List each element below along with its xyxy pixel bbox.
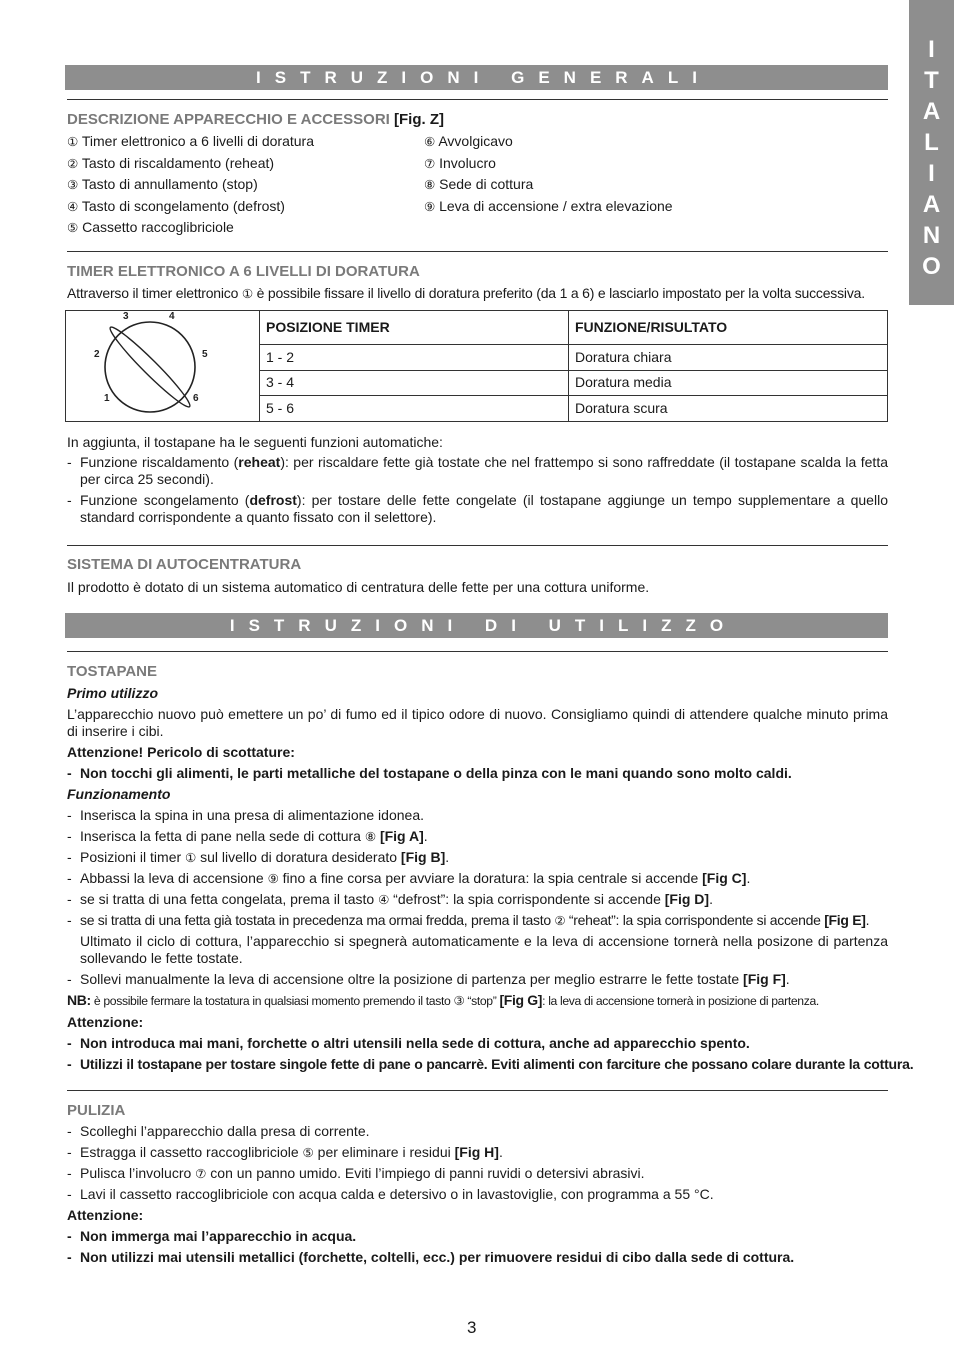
language-letter: L <box>924 129 939 156</box>
list-item: ② Tasto di riscaldamento (reheat) <box>67 154 275 171</box>
language-tab <box>909 0 954 305</box>
list-item: - Abbassi la leva di accensione ⑨ fino a fine corsa per avviare la doratura: la spia centrale si accende [Fig C]. <box>67 870 888 887</box>
list-item: - Lavi il cassetto raccoglibriciole con acqua calda e detersivo o in lavastoviglie, con programma a 55 °C. <box>67 1186 888 1203</box>
list-item: - se si tratta di una fetta congelata, prema il tasto ④ “defrost”: la spia corrispondente si accende [Fig D]. <box>67 891 888 908</box>
list-item: - Pulisca l’involucro ⑦ con un panno umido. Eviti l’impiego di panni ruvidi o detersivi abrasivi. <box>67 1165 888 1182</box>
dial-label: 3 <box>123 311 129 322</box>
list-item: ⑧ Sede di cottura <box>424 176 534 192</box>
table-cell: Doratura media <box>569 370 888 396</box>
parts-list-right <box>424 133 673 219</box>
divider <box>67 545 888 546</box>
toaster-instructions <box>67 685 914 1073</box>
table-cell: 1 - 2 <box>260 345 569 371</box>
parts-list-left <box>67 133 314 241</box>
list-item: ⑨ Leva di accensione / extra elevazione <box>424 197 673 214</box>
dial-label: 1 <box>104 393 110 404</box>
warning-title: Attenzione! Pericolo di scottature: <box>67 744 295 760</box>
dial-label: 5 <box>202 349 208 360</box>
list-item: - Sollevi manualmente la leva di accensione oltre la posizione di partenza per meglio estrarre le fette tostate [Fig F]. <box>67 971 888 988</box>
list-item: - Estragga il cassetto raccoglibriciole ⑤ per eliminare i residui [Fig H]. <box>67 1144 888 1161</box>
attention-item: - Non introduca mai mani, forchette o altri utensili nella sede di cottura, anche ad apparecchio spento. <box>67 1035 888 1052</box>
language-letter: N <box>922 222 941 249</box>
note: NB: è possibile fermare la tostatura in qualsiasi momento premendo il tasto ③ “stop” [Fig G]: la leva di accensione tornerà in posizione di partenza. <box>67 992 819 1008</box>
attention-item: - Non immerga mai l’apparecchio in acqua. <box>67 1228 888 1245</box>
language-letter: I <box>928 36 935 63</box>
dial-label: 2 <box>94 349 100 360</box>
list-item: ⑦ Involucro <box>424 154 496 171</box>
dial-icon <box>66 311 259 421</box>
language-letter: A <box>922 191 941 218</box>
cleaning-heading: PULIZIA <box>67 1102 126 1119</box>
list-item: - Funzione riscaldamento (reheat): per riscaldare fette già tostate che nel frattempo si sono raffreddate (il tostapane scalda la fetta per circa 25 secondi). <box>67 454 888 488</box>
list-item: ④ Tasto di scongelamento (defrost) <box>67 197 285 214</box>
warning-text: - Non tocchi gli alimenti, le parti metalliche del tostapane o della pinza con le mani quando sono molto caldi. <box>67 765 888 782</box>
divider <box>67 651 888 652</box>
auto-functions <box>67 434 888 526</box>
list-item: - se si tratta di una fetta già tostata in precedenza ma ormai fredda, prema il tasto ② “reheat”: la spia corrispondente si accende [Fig E]. <box>67 912 888 929</box>
list-item: ⑥ Avvolgicavo <box>424 133 513 149</box>
attention-item: - Utilizzi il tostapane per tostare singole fette di pane o pancarrè. Eviti alimenti con farciture che possano colare durante la cottura. <box>67 1056 888 1073</box>
timer-heading: TIMER ELETTRONICO A 6 LIVELLI DI DORATURA <box>67 263 420 280</box>
list-item: - Posizioni il timer ① sul livello di doratura desiderato [Fig B]. <box>67 849 888 866</box>
fig-reference: [Fig. Z] <box>394 111 444 128</box>
divider <box>67 99 888 100</box>
autocenter-text: Il prodotto è dotato di un sistema automatico di centratura delle fette per una cottura uniforme. <box>67 579 650 595</box>
section-banner-general: ISTRUZIONI GENERALI <box>65 65 888 90</box>
list-item: ① Timer elettronico a 6 livelli di doratura <box>67 133 314 149</box>
table-cell: Doratura chiara <box>569 345 888 371</box>
list-item: ⑤ Cassetto raccoglibriciole <box>67 219 234 235</box>
timer-dial-figure <box>66 311 260 422</box>
list-item: - Inserisca la spina in una presa di alimentazione idonea. <box>67 807 888 824</box>
subheading-operation: Funzionamento <box>67 786 171 802</box>
language-letter: I <box>928 160 935 187</box>
auto-intro: In aggiunta, il tostapane ha le seguenti funzioni automatiche: <box>67 434 443 450</box>
table-header: POSIZIONE TIMER <box>260 311 569 345</box>
description-heading: DESCRIZIONE APPARECCHIO E ACCESSORI [Fig. Z] <box>67 111 444 128</box>
cleaning-instructions <box>67 1123 888 1266</box>
divider <box>67 1090 888 1091</box>
attention-item: - Non utilizzi mai utensili metallici (forchette, coltelli, ecc.) per rimuovere residui di cibo dalla sede di cottura. <box>67 1249 888 1266</box>
table-cell: 5 - 6 <box>260 396 569 422</box>
attention-title: Attenzione: <box>67 1207 144 1223</box>
toaster-heading: TOSTAPANE <box>67 663 158 680</box>
dial-label: 6 <box>193 393 199 404</box>
list-item: - Inserisca la fetta di pane nella sede di cottura ⑧ [Fig A]. <box>67 828 888 845</box>
language-letter: O <box>922 253 941 280</box>
first-use-text: L’apparecchio nuovo può emettere un po’ di fumo ed il tipico odore di nuovo. Consigliamo quindi di attendere qualche minuto prima di inserire i cibi. <box>67 706 888 739</box>
language-letter: T <box>924 67 939 94</box>
table-header: FUNZIONE/RISULTATO <box>569 311 888 345</box>
timer-table <box>65 310 888 422</box>
timer-intro: Attraverso il timer elettronico ① è possibile fissare il livello di doratura preferito (da 1 a 6) e lasciarlo impostato per la volta successiva. <box>67 285 865 301</box>
list-item-continuation: Ultimato il ciclo di cottura, l’apparecchio si spegnerà automaticamente e la leva di accensione tornerà nella posizone di partenza sollevando le fette tostate. <box>80 933 888 966</box>
autocenter-heading: SISTEMA DI AUTOCENTRATURA <box>67 556 302 573</box>
subheading-first-use: Primo utilizzo <box>67 685 158 701</box>
page-number: 3 <box>467 1318 477 1337</box>
table-cell: Doratura scura <box>569 396 888 422</box>
attention-title: Attenzione: <box>67 1014 144 1030</box>
dial-label: 4 <box>169 311 175 322</box>
table-cell: 3 - 4 <box>260 370 569 396</box>
list-item: - Scolleghi l’apparecchio dalla presa di corrente. <box>67 1123 888 1140</box>
list-item: - Funzione scongelamento (defrost): per tostare delle fette congelate (il tostapane aggiunge un tempo supplementare a quello standard corrispondente a quanto fissato con il selettore). <box>67 492 888 526</box>
list-item: ③ Tasto di annullamento (stop) <box>67 176 258 192</box>
section-banner-usage: ISTRUZIONI DI UTILIZZO <box>65 613 888 638</box>
language-letter: A <box>922 98 941 125</box>
divider <box>67 251 888 252</box>
